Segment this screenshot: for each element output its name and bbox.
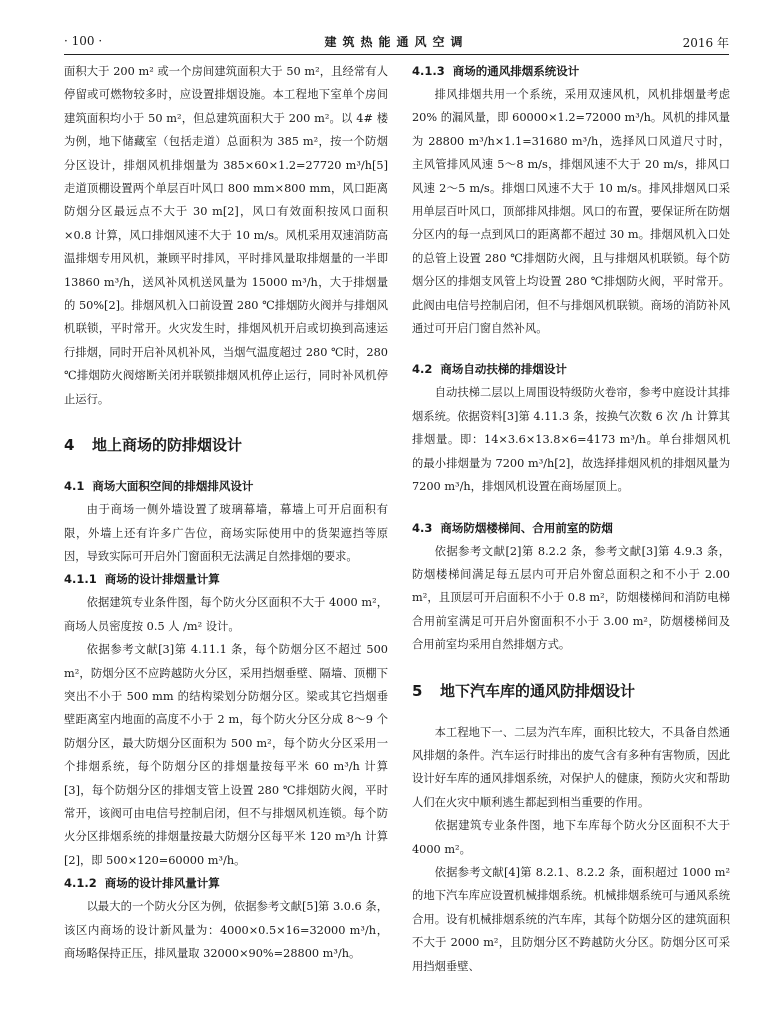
- section-number: 4.1.1: [64, 572, 97, 587]
- paragraph: 依据参考文献[4]第 8.2.1、8.2.2 条，面积超过 1000 m² 的地下汽车库应设置机械排烟系统。机械排烟系统可与通风系统合用。设有机械排烟系统的汽车库，其每个防烟分区的建筑面积不大于 2000 m²，且防烟分区不跨越防火分区。防烟分区可采用挡烟垂壁、: [412, 865, 730, 973]
- section-number: 4.1.3: [412, 64, 445, 78]
- publication-year: 2016 年: [682, 36, 729, 50]
- section-title: 商场防烟楼梯间、合用前室的防烟: [440, 520, 613, 535]
- section-number: 5: [412, 681, 423, 700]
- paragraph: 本工程地下一、二层为汽车库，面积比较大，不具备自然通风排烟的条件。汽车运行时排出的废气含有多种有害物质，因此设计好车库的通风排烟系统，对保护人的健康，预防火灾和帮助人们在火灾中顺利逃生都起到相当重要的作用。: [412, 725, 730, 809]
- section-5-heading: [412, 679, 730, 703]
- section-number: 4.2: [412, 362, 433, 377]
- section-title: 商场大面积空间的排烟排风设计: [92, 479, 254, 494]
- section-number: 4.1: [64, 479, 85, 494]
- section-4-heading: [64, 433, 388, 457]
- section-4-1-heading: [64, 475, 388, 498]
- running-header: [64, 32, 729, 55]
- paragraph: 排风排烟共用一个系统，采用双速风机，风机排烟量考虑 20% 的漏风量，即 60000×1.2=72000 m³/h。风机的排风量为 28800 m³/h×1.1=31680 m³/h，选择风口风道尺寸时，主风管排风风速 5～8 m/s，排烟风速不大于 20 m/s，排风口风速 2～5 m/s。排烟口风速不大于 10 m/s。排风排烟风口采用单层百叶风口，顶部排风排烟。风口的布置，要保证所在防烟分区内的每一点到风口的距离都不超过 30 m。排烟风机入口处的总管上设置 280 ℃排烟防火阀，且与排烟风机联锁。每个防烟分区的排烟支风管上均设置 280 ℃排烟防火阀，平时常开。此阀由电信号控制启闭，但不与排烟风机联锁。商场的消防补风通过可开启门窗自然补风。: [412, 88, 730, 336]
- section-4-1-2-heading: [64, 872, 388, 895]
- paragraph: 自动扶梯二层以上周围设特级防火卷帘，参考中庭设计其排烟系统。依据资料[3]第 4.11.3 条，按换气次数 6 次 /h 计算其排烟量。即：14×3.6×13.8×6=4173 m³/h。单台排烟风机的最小排烟量为 7200 m³/h[2]，故选择排烟风机的排烟风量为 7200 m³/h，排烟风机设置在商场屋顶上。: [412, 386, 730, 494]
- paragraph: 依据参考文献[2]第 8.2.2 条，参考文献[3]第 4.9.3 条，防烟楼梯间满足每五层内可开启外窗总面积之和不小于 2.00 m²，且顶层可开启面积不小于 0.8 m²，防烟楼梯间和消防电梯合用前室满足可开启外窗面积不小于 3.00 m²，防烟楼梯间及合用前室均采用自然排烟方式。: [412, 544, 730, 652]
- paragraph: 由于商场一侧外墙设置了玻璃幕墙，幕墙上可开启面积有限，外墙上还有许多广告位，商场实际使用中的货架遮挡等原因，导致实际可开启外门窗面积无法满足自然排烟的要求。: [64, 503, 388, 563]
- left-column: [64, 60, 388, 965]
- section-number: 4: [64, 436, 75, 455]
- paragraph: 以最大的一个防火分区为例，依据参考文献[5]第 3.0.6 条，该区内商场的设计新风量为：4000×0.5×16=32000 m³/h，商场略保持正压，排风量取 32000×90%=28800 m³/h。: [64, 900, 388, 960]
- section-number: 4.3: [412, 520, 433, 535]
- right-column: [412, 60, 730, 978]
- section-title: 地上商场的防排烟设计: [92, 436, 243, 455]
- paragraph: 依据参考文献[3]第 4.11.1 条，每个防烟分区不超过 500 m²，防烟分区不应跨越防火分区，采用挡烟垂壁、隔墙、顶棚下突出不小于 500 mm 的结构梁划分防烟分区。梁或其它挡烟垂壁距离室内地面的高度不小于 2 m，每个防火分区分成 8～9 个防烟分区，最大防烟分区面积为 500 m²，每个防火分区采用一个排烟系统，每个防烟分区的排烟量按每平米 60 m³/h 计算[3]，每个防烟分区的排烟支管上设置 280 ℃排烟防火阀，平时常开，该阀可由电信号控制启闭，但不与排烟风机连锁。每个防火分区排烟系统的排烟量按最大防烟分区每平米 120 m³/h 计算[2]，即 500×120=60000 m³/h。: [64, 643, 388, 867]
- section-title: 商场自动扶梯的排烟设计: [440, 362, 567, 377]
- section-4-3-heading: [412, 517, 730, 540]
- section-title: 地下汽车库的通风防排烟设计: [440, 681, 636, 700]
- section-title: 商场的通风排烟系统设计: [452, 64, 580, 78]
- section-4-1-1-heading: [64, 568, 388, 591]
- paragraph: 依据建筑专业条件图，每个防火分区面积不大于 4000 m²，商场人员密度按 0.5 人 /m² 设计。: [64, 596, 388, 633]
- section-4-2-heading: [412, 358, 730, 381]
- page-number: · 100 ·: [64, 34, 103, 48]
- journal-title: 建筑热能通风空调: [324, 35, 469, 49]
- section-number: 4.1.2: [64, 876, 97, 891]
- section-title: 商场的设计排风量计算: [104, 876, 220, 891]
- paragraph: 依据建筑专业条件图，地下车库每个防火分区面积不大于 4000 m²。: [412, 819, 730, 856]
- section-title: 商场的设计排烟量计算: [104, 572, 220, 587]
- section-4-1-3-heading: [412, 60, 730, 83]
- paragraph-continued: 面积大于 200 m² 或一个房间建筑面积大于 50 m²，且经常有人停留或可燃物较多时，应设置排烟设施。本工程地下室单个房间建筑面积均小于 50 m²，但总建筑面积大于 200 m²。以 4# 楼为例，地下储藏室（包括走道）总面积为 385 m²，按一个防烟分区设计，排烟风机排烟量为 385×60×1.2=27720 m³/h[5]走道顶棚设置两个单层百叶风口 800 mm×800 mm，风口距离防烟分区最远点不大于 30 m[2]，风口有效面积按风口面积×0.8 计算，风口排烟风速不大于 10 m/s。风机采用双速消防高温排烟专用风机，兼顾平时排风，平时排风量取排烟量的一半即 13860 m³/h，送风补风机送风量为 15000 m³/h，大于排烟量的 50%[2]。排烟风机入口前设置 280 ℃排烟防火阀并与排烟风机联锁，平时常开。火灾发生时，排烟风机开启或切换到高速运行排烟，同时开启补风机补风，当烟气温度超过 280 ℃时，280 ℃排烟防火阀熔断关闭并联锁排烟风机停止运行，同时补风机停止运行。: [64, 65, 388, 406]
